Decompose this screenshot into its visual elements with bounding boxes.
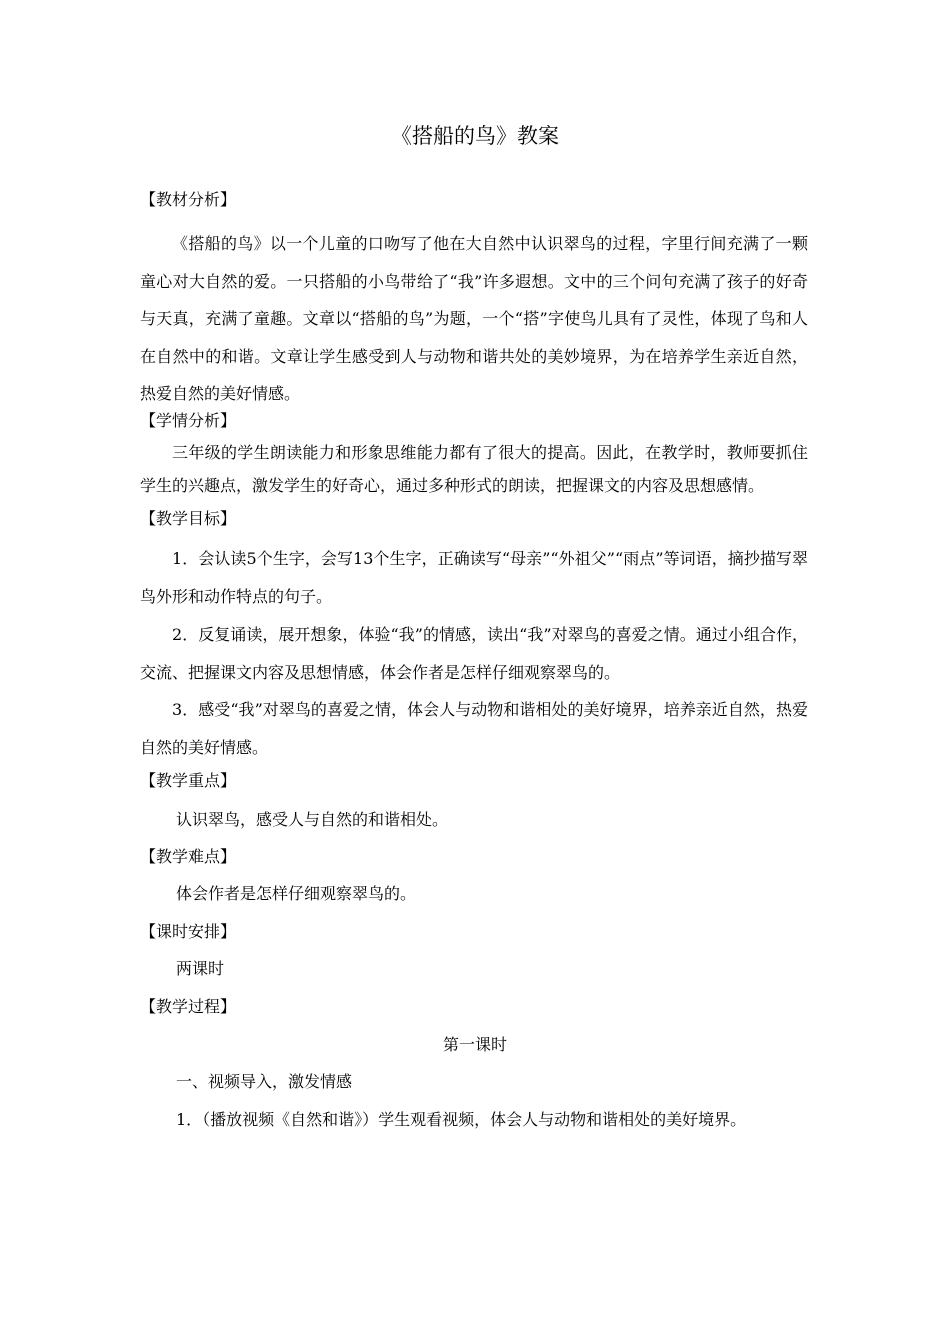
student-analysis-text: 三年级的学生朗读能力和形象思维能力都有了很大的提高。因此，在教学时，教师要抓住学生的兴趣点，激发学生的好奇心，通过多种形式的朗读，把握课文的内容及思想感情。 (140, 443, 808, 495)
key-points-text: 认识翠鸟，感受人与自然的和谐相处。 (176, 810, 449, 829)
document-title: 《搭船的鸟》教案 (391, 124, 559, 148)
step-title: 一、视频导入，激发情感 (176, 1072, 353, 1091)
heading-teaching-goals: 【教学目标】 (140, 509, 237, 528)
goal-item-1: 1．会认读5个生字，会写13个生字，正确读写“母亲”“外祖父”“雨点”等词语，摘抄描写翠鸟外形和动作特点的句子。 (140, 549, 808, 606)
step-item-1: 1．（播放视频《自然和谐》）学生观看视频，体会人与动物和谐相处的美好境界。 (176, 1110, 747, 1129)
heading-student-analysis: 【学情分析】 (140, 411, 237, 430)
heading-schedule: 【课时安排】 (140, 922, 237, 941)
goal-item-3: 3．感受“我”对翠鸟的喜爱之情，体会人与动物和谐相处的美好境界，培养亲近自然，热爱自然的美好情感。 (140, 700, 808, 757)
heading-key-points: 【教学重点】 (140, 771, 237, 790)
difficulties-text: 体会作者是怎样仔细观察翠鸟的。 (176, 884, 417, 903)
material-analysis-text: 《搭船的鸟》以一个儿童的口吻写了他在大自然中认识翠鸟的过程，字里行间充满了一颗童心对大自然的爱。一只搭船的小鸟带给了“我”许多遐想。文中的三个问句充满了孩子的好奇与天真，充满了童趣。文章以“搭船的鸟”为题，一个“搭”字使鸟儿具有了灵性，体现了鸟和人在自然中的和谐。文章让学生感受到人与动物和谐共处的美妙境界，为在培养学生亲近自然，热爱自然的美好情感。 (140, 234, 808, 403)
heading-teaching-process: 【教学过程】 (140, 997, 237, 1016)
schedule-text: 两课时 (176, 959, 225, 978)
heading-difficulties: 【教学难点】 (140, 847, 237, 866)
heading-material-analysis: 【教材分析】 (140, 190, 237, 209)
lesson-title: 第一课时 (442, 1035, 507, 1054)
goal-item-2: 2．反复诵读，展开想象，体验“我”的情感，读出“我”对翠鸟的喜爱之情。通过小组合作，交流、把握课文内容及思想情感，体会作者是怎样仔细观察翠鸟的。 (140, 625, 808, 682)
